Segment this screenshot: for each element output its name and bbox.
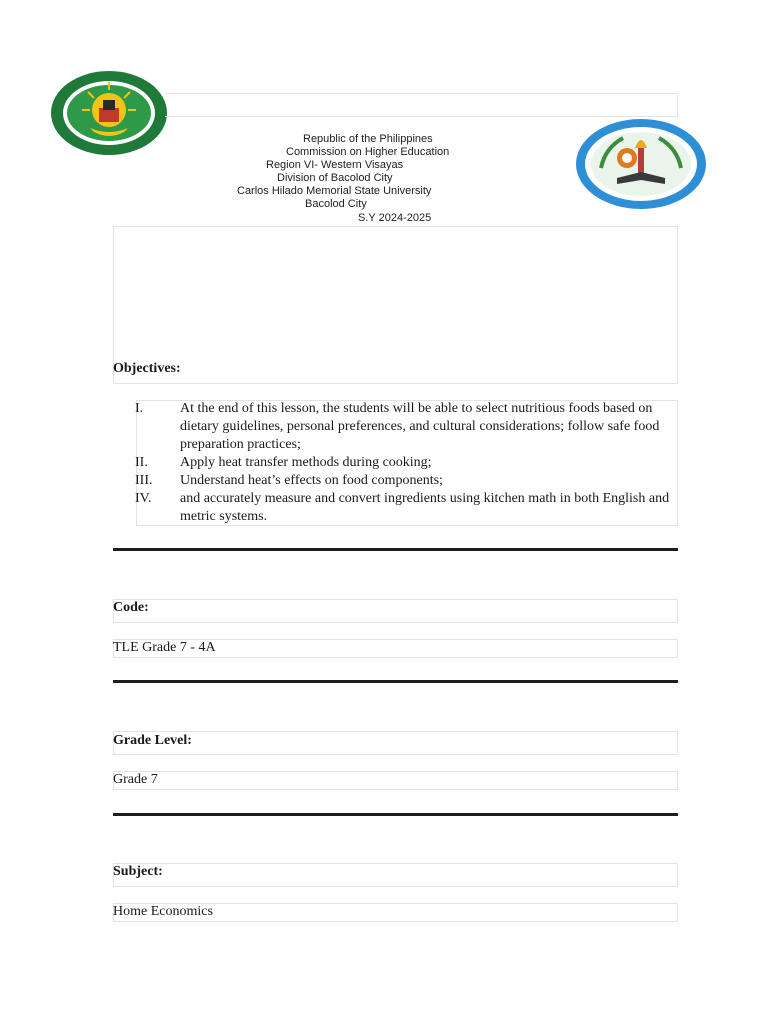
header-divider xyxy=(165,116,571,117)
objective-number: IV. xyxy=(135,491,152,506)
section-divider xyxy=(113,548,678,551)
subject-label-box xyxy=(113,863,678,887)
grade-level-value-box xyxy=(113,771,678,790)
grade-level-value: Grade 7 xyxy=(113,772,158,787)
header-line-university: Carlos Hilado Memorial State University xyxy=(237,185,432,197)
university-seal-logo xyxy=(50,70,168,156)
code-label: Code: xyxy=(113,600,149,615)
subject-value: Home Economics xyxy=(113,904,213,919)
header-line-republic: Republic of the Philippines xyxy=(303,133,433,145)
objectives-box xyxy=(113,226,678,384)
header-line-commission: Commission on Higher Education xyxy=(286,146,450,158)
grade-level-label-box xyxy=(113,731,678,755)
objective-text: and accurately measure and convert ingredients using kitchen math in both English and metric systems. xyxy=(180,491,670,524)
section-divider xyxy=(113,813,678,816)
header-line-school-year: S.Y 2024-2025 xyxy=(358,212,432,224)
header-line-city: Bacolod City xyxy=(305,198,367,210)
header-top-box xyxy=(165,93,678,117)
header-line-region: Region VI- Western Visayas xyxy=(266,159,404,171)
objective-text: Apply heat transfer methods during cooking; xyxy=(180,455,432,470)
objective-number: III. xyxy=(135,473,153,488)
objectives-label: Objectives: xyxy=(113,361,181,376)
code-label-box xyxy=(113,599,678,623)
objective-number: I. xyxy=(135,401,144,416)
objective-number: II. xyxy=(135,455,148,470)
section-divider xyxy=(113,680,678,683)
code-value: TLE Grade 7 - 4A xyxy=(113,640,216,655)
objective-text: At the end of this lesson, the students will be able to select nutritious foods based on dietary guidelines, personal preferences, and cultural considerations; follow safe food preparation practices; xyxy=(180,401,660,452)
header-line-division: Division of Bacolod City xyxy=(277,172,393,184)
college-of-education-logo xyxy=(575,118,707,210)
subject-label: Subject: xyxy=(113,864,163,879)
objective-text: Understand heat’s effects on food components; xyxy=(180,473,443,488)
grade-level-label: Grade Level: xyxy=(113,733,192,748)
